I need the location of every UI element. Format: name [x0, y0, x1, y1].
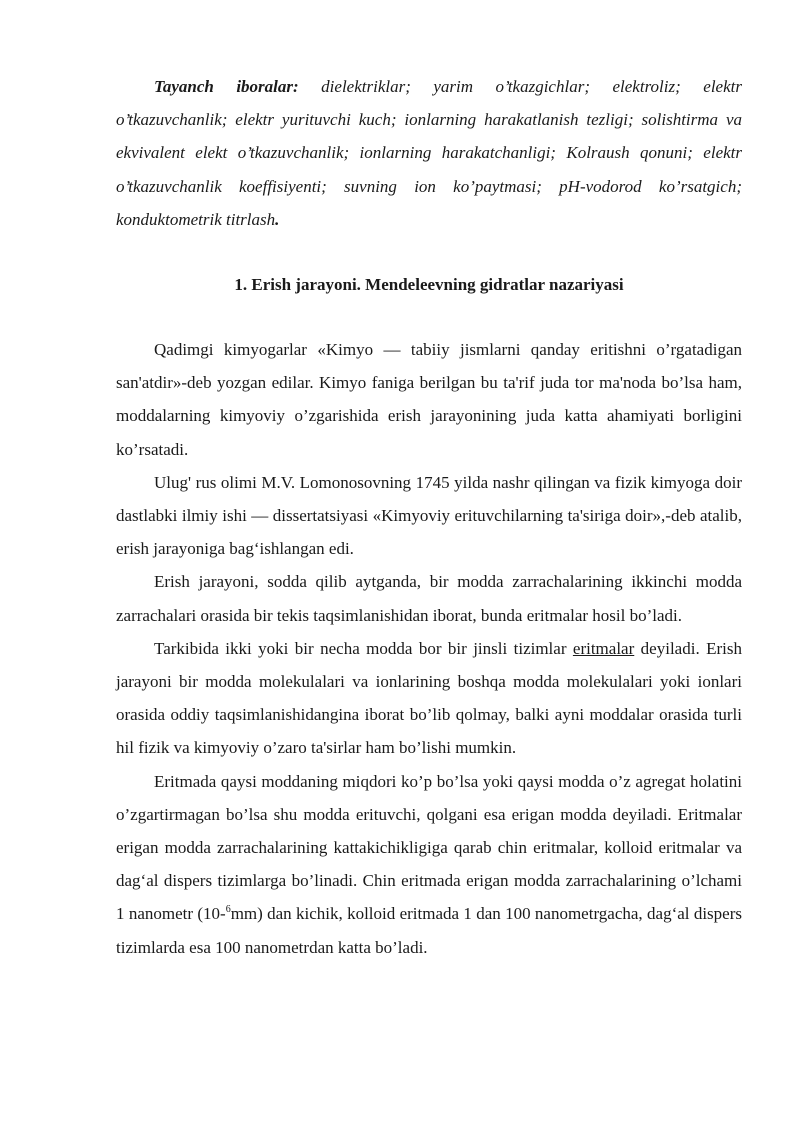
paragraph-5-text-start: Eritmada qaysi moddaning miqdori ko’p bo’lsa yoki qaysi modda o’z agregat holatini o’zgartirmagan bo’lsa shu modda erituvchi, qolgani esa erigan modda deyiladi. Eritmalar erigan modda zarrachalarining kattakichikligiga qarab chin eritmalar, kolloid eritmalar va dag‘al dispers tizimlarga bo’linadi. Chin eritmada erigan modda zarrachalarining o’lchami 1 nanometr (10-	[116, 771, 742, 924]
paragraph-4-text-end: deyiladi. Erish jarayoni bir modda molekulalari va ionlarining boshqa modda molekulalari yoki ionlari orasida oddiy taqsimlanishidangina iborat bo’lib qolmay, balki ayni moddalar orasida turli hil fizik va kimyoviy o’zaro ta'sirlar ham bo’lishi mumkin.	[116, 638, 742, 758]
paragraph-1: Qadimgi kimyogarlar «Kimyo — tabiiy jismlarni qanday eritishni o’rgatadigan san'atdir»-deb yozgan edilar. Kimyo faniga berilgan bu ta'rif juda tor ma'noda bo’lsa ham, moddalarning kimyoviy o’zgarishida erish jarayonining juda katta ahamiyati borligini ko’rsatadi.	[116, 340, 742, 459]
keywords-text: dielektriklar; yarim o’tkazgichlar; elektroliz; elektr o’tkazuvchanlik; elektr yurituvchi kuch; ionlarning harakatlanish tezligi; solishtirma va ekvivalent elekt o’tkazuvchanlik; ionlarning harakatchanligi; Kolraush qonuni; elektr o’tkazuvchanlik koeffisiyenti; suvning ion ko’paytmasi; pH-vodorod ko’rsatgich; konduktometrik titrlash	[116, 77, 742, 229]
paragraph-5-text-end: mm) dan kichik, kolloid eritmada 1 dan 100 nanometrgacha, dag‘al dispers tizimlarda esa 100 nanometrdan katta bo’ladi.	[116, 904, 742, 957]
paragraph-4-text-start: Tarkibida ikki yoki bir necha modda bor bir jinsli tizimlar	[154, 638, 573, 658]
keywords-label: Tayanch iboralar:	[154, 77, 299, 96]
underlined-term-eritmalar: eritmalar	[572, 638, 635, 658]
section-body	[116, 333, 742, 964]
paragraph-5	[116, 765, 742, 964]
document-page	[116, 70, 742, 964]
paragraph-3: Erish jarayoni, sodda qilib aytganda, bir modda zarrachalarining ikkinchi modda zarrachalari orasida bir tekis taqsimlanishidan iborat, bunda eritmalar hosil bo’ladi.	[116, 572, 742, 625]
keywords-end-mark: .	[275, 209, 280, 229]
paragraph-4	[116, 632, 742, 765]
exponent-superscript: 6	[225, 904, 231, 916]
section-heading: 1. Erish jarayoni. Mendeleevning gidratlar nazariyasi	[234, 275, 624, 295]
keywords-paragraph	[116, 70, 742, 236]
paragraph-2: Ulug' rus olimi M.V. Lomonosovning 1745 yilda nashr qilingan va fizik kimyoga doir dastlabki ilmiy ishi — dissertatsiyasi «Kimyoviy erituvchilarning ta'siriga doir»,-deb atalib, erish jarayoniga bag‘ishlangan edi.	[116, 472, 742, 559]
